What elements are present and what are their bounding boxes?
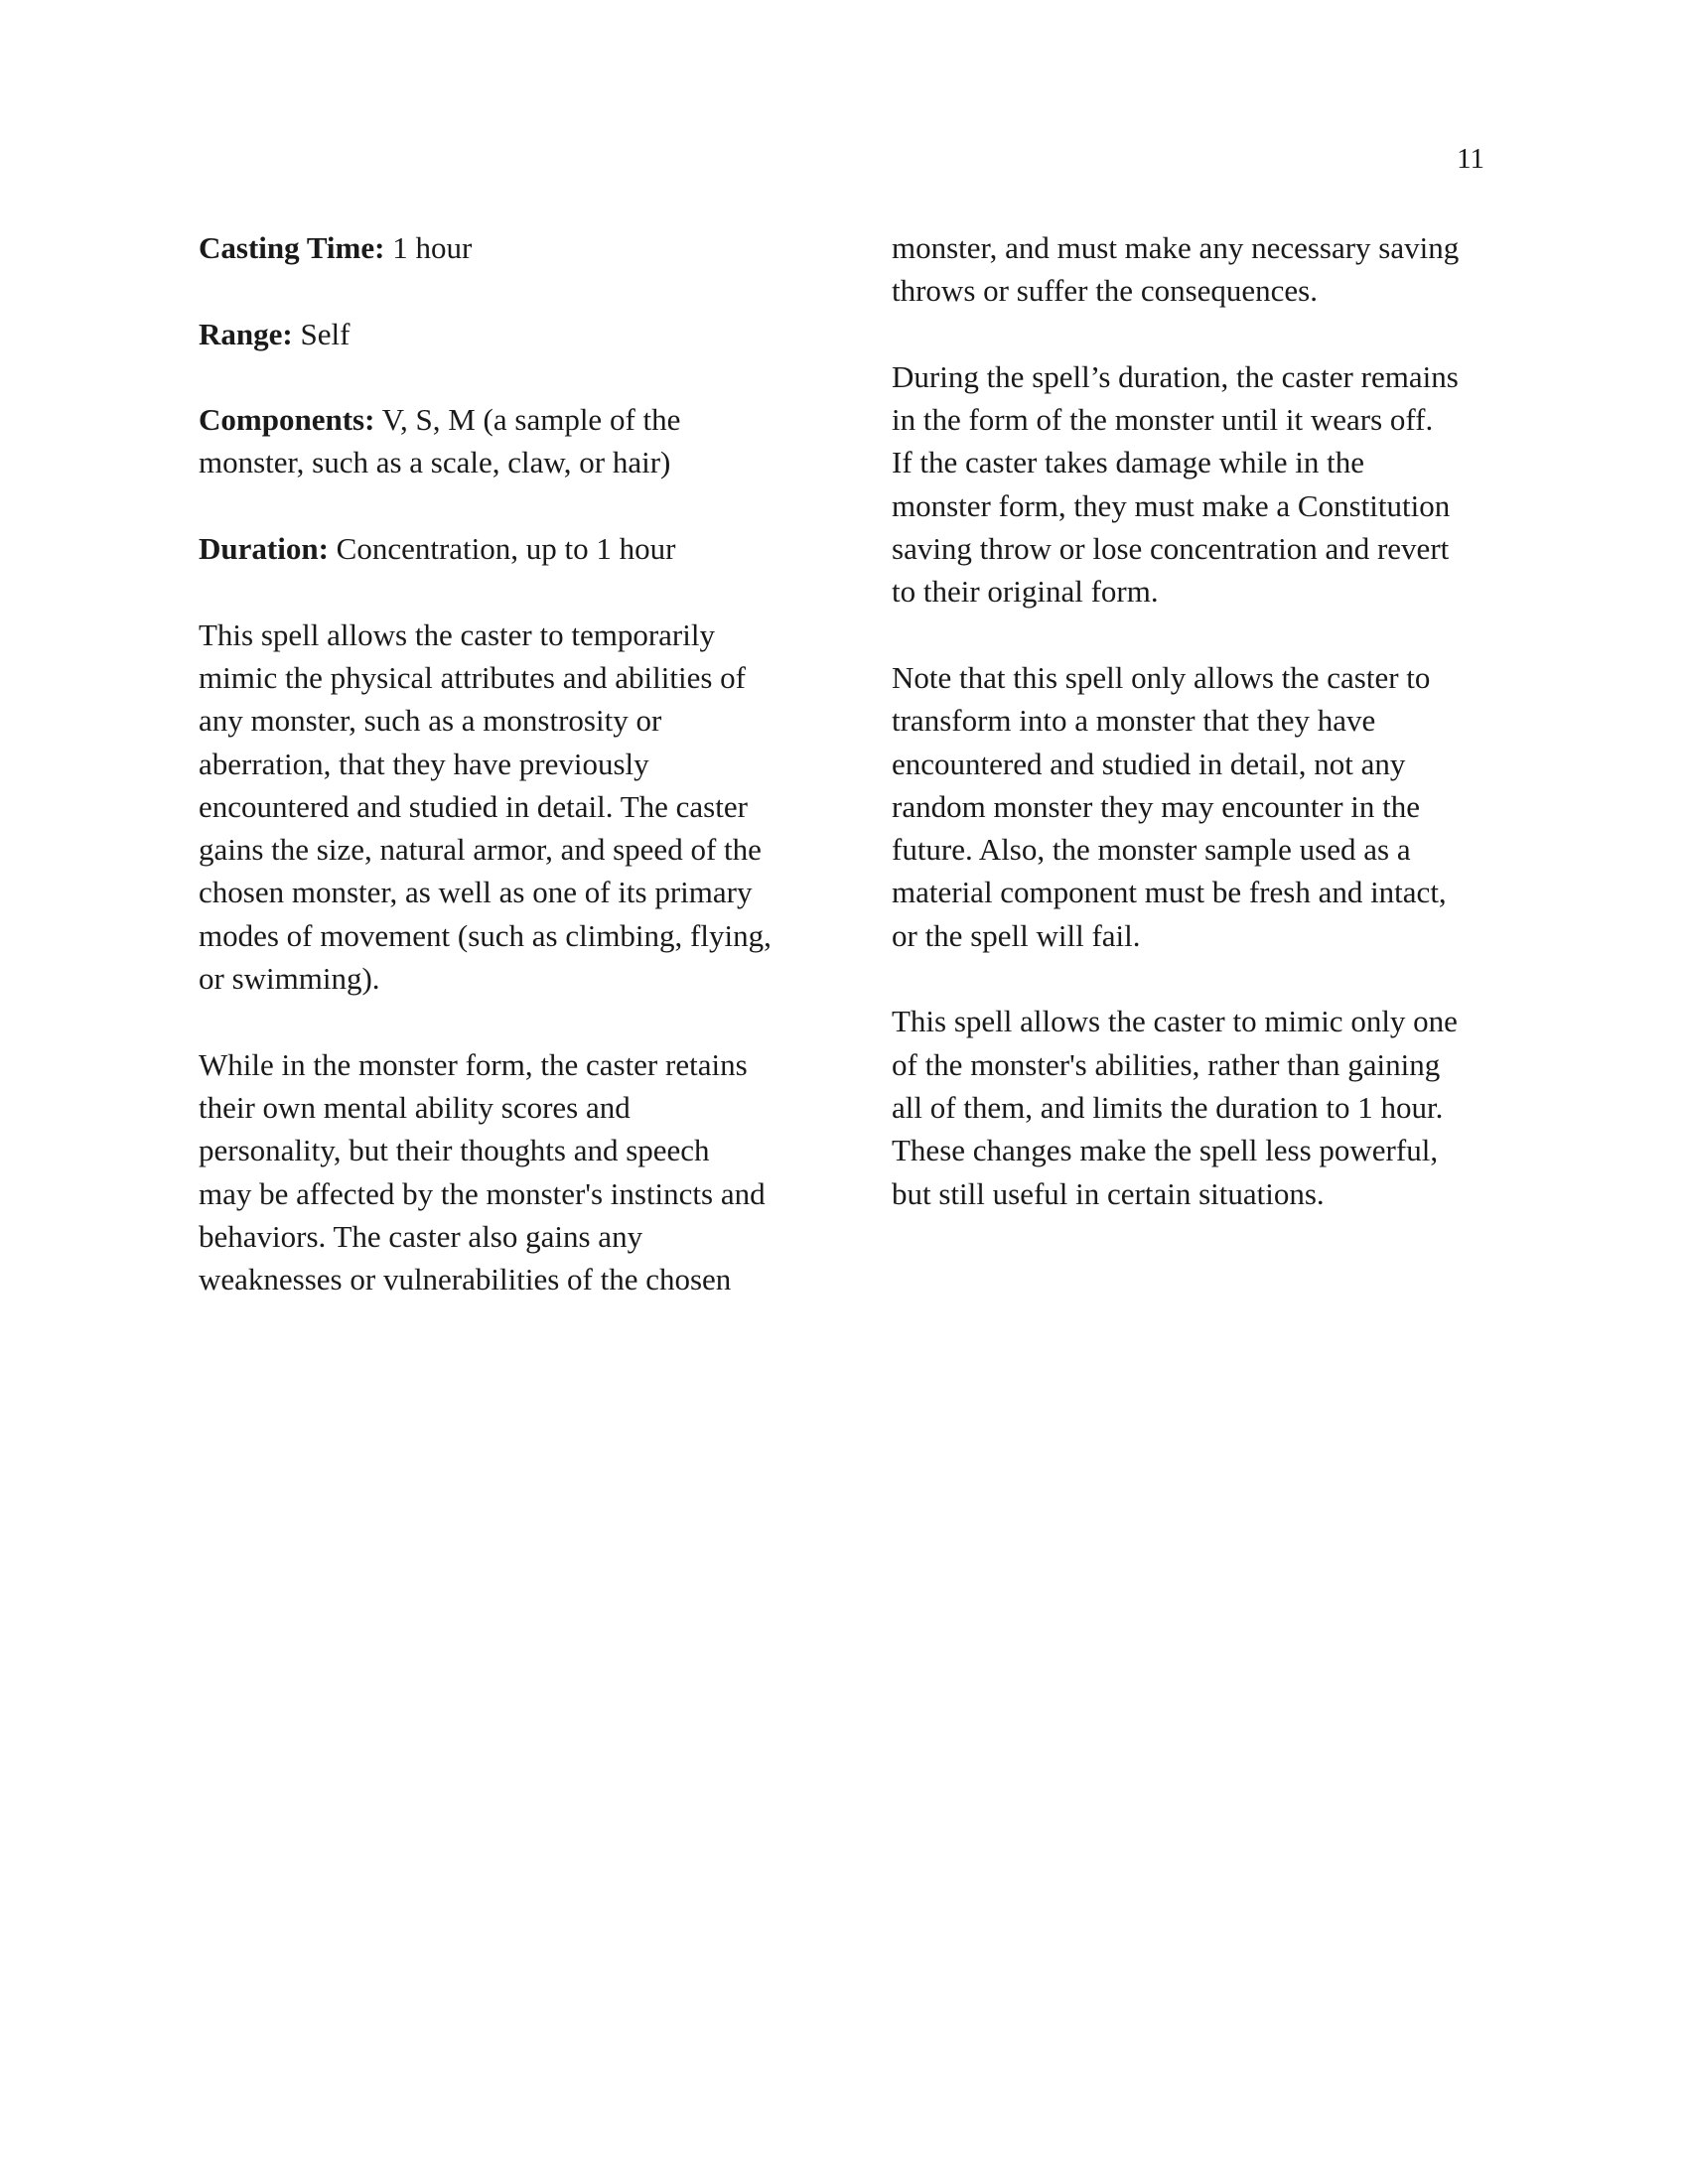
range-line (199, 313, 824, 355)
text-line: While in the monster form, the caster retains (199, 1046, 748, 1082)
components-value-1: V, S, M (a sample of the (381, 402, 681, 438)
text-line: any monster, such as a monstrosity or (199, 703, 662, 739)
text-line: modes of movement (such as climbing, flying, (199, 917, 772, 953)
text-line: random monster they may encounter in the (892, 788, 1421, 824)
text-line: This spell allows the caster to mimic only one (892, 1004, 1458, 1039)
text-line: of the monster's abilities, rather than gaining (892, 1046, 1441, 1082)
text-line: or the spell will fail. (892, 917, 1141, 953)
casting-time-value: 1 hour (392, 230, 473, 265)
components-line-1 (199, 398, 824, 441)
casting-time-line (199, 226, 824, 269)
text-line: personality, but their thoughts and speech (199, 1133, 710, 1168)
text-line: material component must be fresh and intact, (892, 875, 1447, 910)
text-line: future. Also, the monster sample used as a (892, 832, 1411, 868)
duration-line (199, 527, 824, 570)
text-line: to their original form. (892, 574, 1159, 610)
right-column (892, 226, 1499, 1258)
text-line: all of them, and limits the duration to 1 hour. (892, 1089, 1444, 1125)
components-line (199, 398, 824, 484)
text-line: weaknesses or vulnerabilities of the chosen (199, 1262, 732, 1297)
text-line: aberration, that they have previously (199, 746, 649, 781)
text-line: their own mental ability scores and (199, 1089, 631, 1125)
paragraph-note (892, 656, 1499, 957)
text-line: saving throw or lose concentration and revert (892, 531, 1450, 567)
text-line: throws or suffer the consequences. (892, 273, 1318, 309)
text-line: in the form of the monster until it wears off. (892, 402, 1434, 438)
text-line: mimic the physical attributes and abilities of (199, 659, 746, 695)
text-line: If the caster takes damage while in the (892, 445, 1364, 480)
text-line: These changes make the spell less powerful, (892, 1133, 1439, 1168)
paragraph-monster-form (199, 1043, 824, 1301)
range-label: Range: (199, 316, 293, 351)
paragraph-description (199, 614, 824, 1001)
page-number: 11 (1457, 143, 1484, 175)
duration-value: Concentration, up to 1 hour (336, 531, 676, 567)
text-line: or swimming). (199, 961, 380, 997)
text-line: gains the size, natural armor, and speed of the (199, 832, 762, 868)
text-line: transform into a monster that they have (892, 703, 1376, 739)
range-value: Self (300, 316, 351, 351)
components-label: Components: (199, 402, 375, 438)
text-line: behaviors. The caster also gains any (199, 1218, 643, 1254)
paragraph-duration (892, 355, 1499, 614)
text-line: During the spell’s duration, the caster remains (892, 358, 1459, 394)
casting-time-label: Casting Time: (199, 230, 385, 265)
text-line: chosen monster, as well as one of its primary (199, 875, 753, 910)
paragraph-limits (892, 1000, 1499, 1214)
duration-label: Duration: (199, 531, 329, 567)
text-line: encountered and studied in detail, not any (892, 746, 1406, 781)
text-line: encountered and studied in detail. The caster (199, 788, 748, 824)
paragraph-monster-form-continued (892, 226, 1499, 313)
components-value-2: monster, such as a scale, claw, or hair) (199, 445, 671, 480)
text-line: may be affected by the monster's instincts and (199, 1175, 766, 1211)
text-line: monster form, they must make a Constitution (892, 487, 1451, 523)
text-line: but still useful in certain situations. (892, 1175, 1325, 1211)
text-line: Note that this spell only allows the caster to (892, 659, 1431, 695)
text-line: This spell allows the caster to temporarily (199, 616, 715, 652)
left-column (199, 226, 824, 1344)
text-line: monster, and must make any necessary saving (892, 230, 1460, 265)
